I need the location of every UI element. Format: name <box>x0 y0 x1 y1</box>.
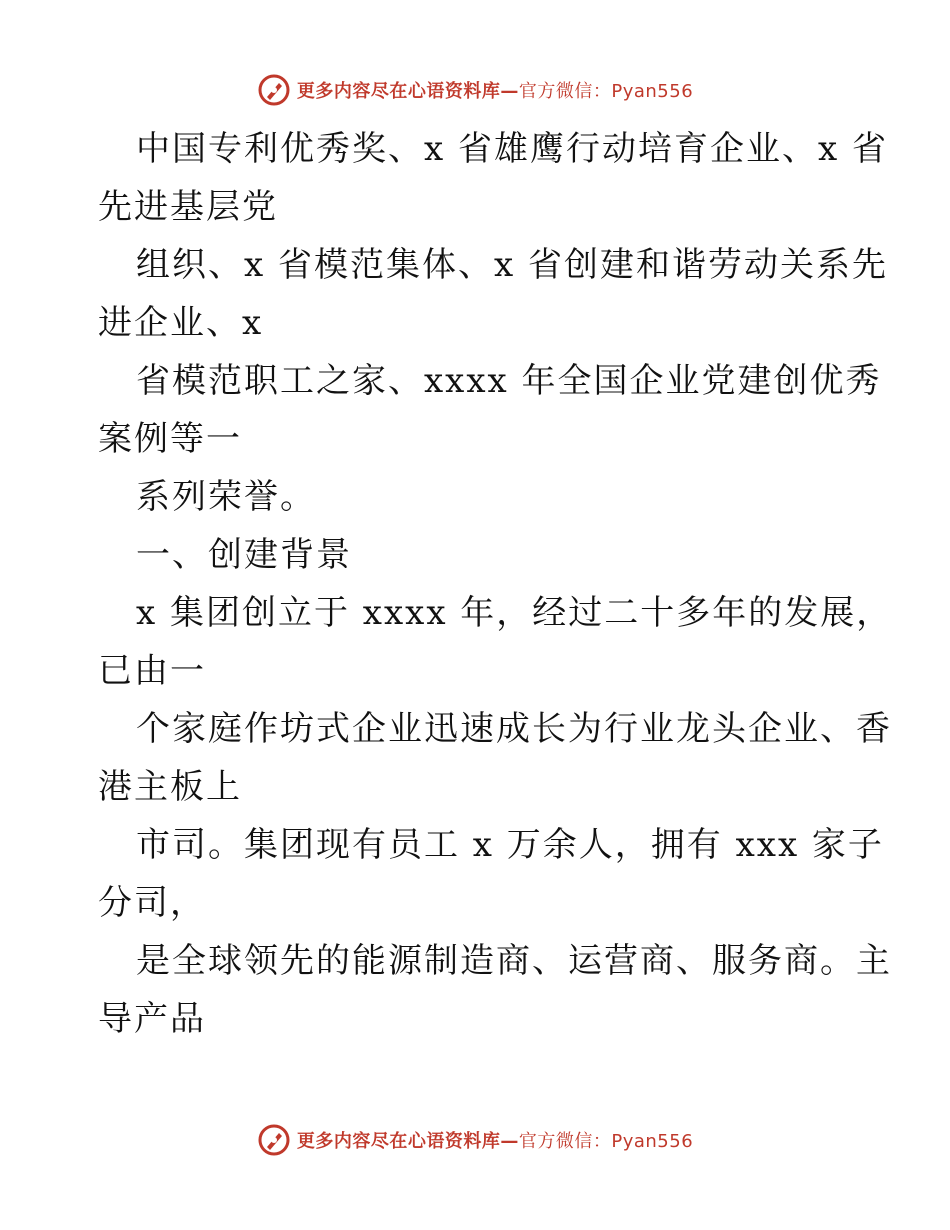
text-line: 中国专利优秀奖、x 省雄鹰行动培育企业、x 省 <box>136 129 888 169</box>
pen-seal-icon <box>257 1123 291 1157</box>
footer-banner <box>0 1120 950 1160</box>
text-line: 港主板上 <box>98 767 242 807</box>
banner-text <box>297 1127 693 1153</box>
text-line: 系列荣誉。 <box>136 477 316 517</box>
text-line: 个家庭作坊式企业迅速成长为行业龙头企业、香 <box>136 709 892 749</box>
banner-title: 更多内容尽在心语资料库 <box>296 1131 501 1152</box>
text-line: 分司， <box>98 883 206 923</box>
document-body <box>98 120 893 1048</box>
text-line: 先进基层党 <box>98 187 278 227</box>
text-line: 是全球领先的能源制造商、运营商、服务商。主 <box>136 941 892 981</box>
banner-text <box>297 77 693 103</box>
banner-title: 更多内容尽在心语资料库 <box>296 81 501 102</box>
banner-separator: — <box>500 1131 519 1152</box>
text-line: 组织、x 省模范集体、x 省创建和谐劳动关系先 <box>136 245 888 285</box>
banner-wechat: 官方微信：Pyan556 <box>518 1131 694 1152</box>
header-banner <box>0 70 950 110</box>
banner-wechat: 官方微信：Pyan556 <box>518 81 694 102</box>
text-line: 案例等一 <box>98 419 242 459</box>
pen-seal-icon <box>257 73 291 107</box>
section-heading: 一、创建背景 <box>136 535 352 575</box>
banner-separator: — <box>500 81 519 102</box>
text-line: 导产品 <box>98 999 206 1039</box>
text-line: 进企业、x <box>98 303 264 343</box>
text-line: 市司。集团现有员工 x 万余人，拥有 xxx 家子 <box>136 825 884 865</box>
text-line: x 集团创立于 xxxx 年，经过二十多年的发展， <box>136 593 893 633</box>
text-line: 已由一 <box>98 651 206 691</box>
text-line: 省模范职工之家、xxxx 年全国企业党建创优秀 <box>136 361 882 401</box>
